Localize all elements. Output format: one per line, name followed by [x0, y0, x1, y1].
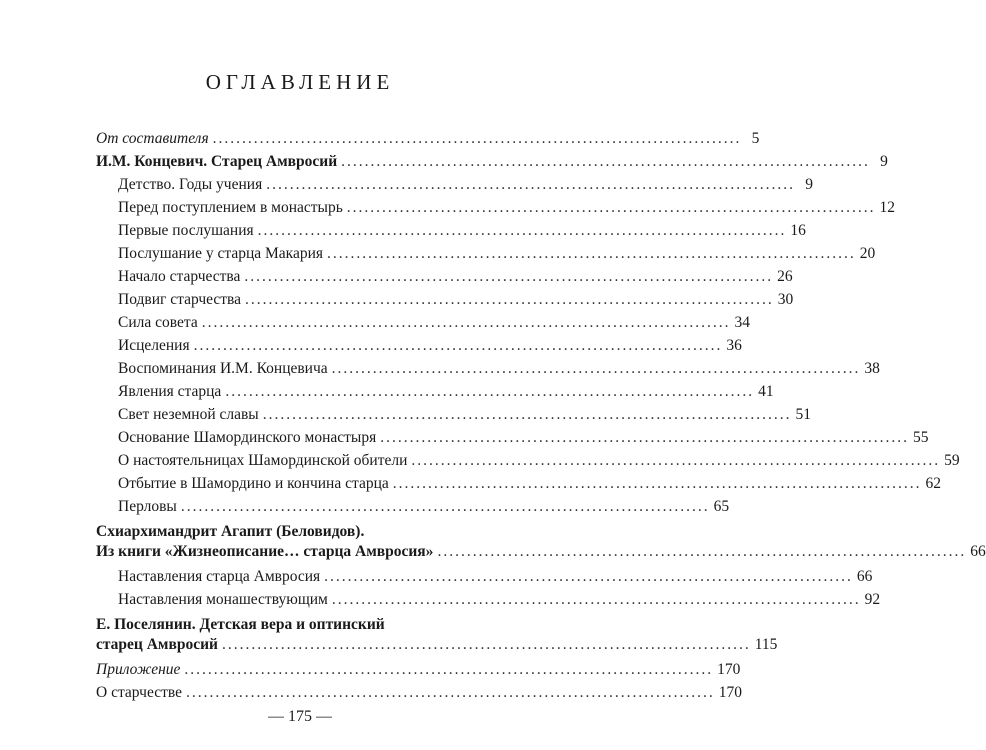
toc-entry-title: Послушание у старца Макария — [118, 245, 324, 262]
toc-entry-page: 5 — [751, 130, 760, 147]
toc-entry-title: От составителя — [96, 130, 209, 147]
toc-entry-title: Схиархимандрит Агапит (Беловидов). — [96, 523, 365, 540]
toc-entry-title: Наставления монашествующим — [118, 591, 328, 608]
toc-entry[interactable]: Схиархимандрит Агапит (Беловидов). Из книги «Жизнеописание… старца Амвросия» .......................................................................................... 66 — [96, 523, 986, 560]
toc-entry-title: Свет неземной славы — [118, 406, 259, 423]
page-number: — 175 — — [268, 708, 332, 725]
toc-entry-page: 170 — [717, 661, 741, 678]
toc-entry-title: Е. Поселянин. Детская вера и оптинский — [96, 616, 385, 633]
toc-entry-title: Исцеления — [118, 337, 190, 354]
toc-entry-title: Перед поступлением в монастырь — [118, 199, 343, 216]
toc-entry-title: Перловы — [118, 498, 177, 515]
toc-entry-title: Наставления старца Амвросия — [118, 568, 321, 585]
toc-entry-title: Детство. Годы учения — [118, 176, 263, 193]
toc-entry-title-cont: Из книги «Жизнеописание… старца Амвросия» — [96, 543, 434, 560]
toc-entry-title: Сила совета — [118, 314, 198, 331]
toc-entry-page: 34 — [734, 314, 750, 331]
toc-entry-page: 12 — [879, 199, 896, 216]
page-title: ОГЛАВЛЕНИЕ — [205, 70, 395, 94]
toc-entry-title: И.М. Концевич. Старец Амвросий — [96, 153, 338, 170]
toc-entry-page: 66 — [970, 543, 986, 560]
toc-entry-page: 36 — [726, 337, 742, 354]
toc-entry-title: Явления старца — [118, 383, 222, 400]
toc-entry-title-cont: старец Амвросий — [96, 636, 218, 653]
toc-entry-page: 20 — [859, 245, 876, 262]
toc-entry-title: Подвиг старчества — [118, 291, 242, 308]
toc-entry-page: 38 — [864, 360, 880, 377]
toc-entry-page: 115 — [754, 636, 778, 653]
toc-entry-page: 66 — [856, 568, 873, 585]
toc-entry-page: 92 — [864, 591, 881, 608]
toc-entry-page: 9 — [880, 153, 888, 170]
toc-entry-title: Основание Шамординского монастыря — [118, 429, 377, 446]
toc-entry-page: 9 — [805, 176, 813, 193]
toc-entry-title: Начало старчества — [118, 268, 241, 285]
toc-entry-page: 170 — [718, 684, 742, 701]
toc-entry-page: 62 — [925, 475, 942, 492]
toc-entry-page: 26 — [777, 268, 793, 285]
toc-entry-title: Отбытие в Шамордино и кончина старца — [118, 475, 389, 492]
toc-entry-title: Первые послушания — [118, 222, 254, 239]
toc-entry-page: 51 — [795, 406, 811, 423]
toc-entry-title: Воспоминания И.М. Концевича — [118, 360, 328, 377]
toc-entry-page: 16 — [790, 222, 806, 239]
toc-entry-title: Приложение — [96, 661, 181, 678]
toc-entry-title: О настоятельницах Шамординской обители — [118, 452, 408, 469]
toc-entry-page: 30 — [777, 291, 794, 308]
toc-entry-page: 65 — [713, 498, 730, 515]
toc-entry-page: 41 — [758, 383, 774, 400]
toc-entry[interactable]: Е. Поселянин. Детская вера и оптинский старец Амвросий .......................................................................................... 115 — [96, 616, 778, 653]
toc-entry-page: 55 — [912, 429, 929, 446]
toc-entry-title: О старчестве — [96, 684, 182, 701]
toc-entry-page: 59 — [944, 452, 960, 469]
